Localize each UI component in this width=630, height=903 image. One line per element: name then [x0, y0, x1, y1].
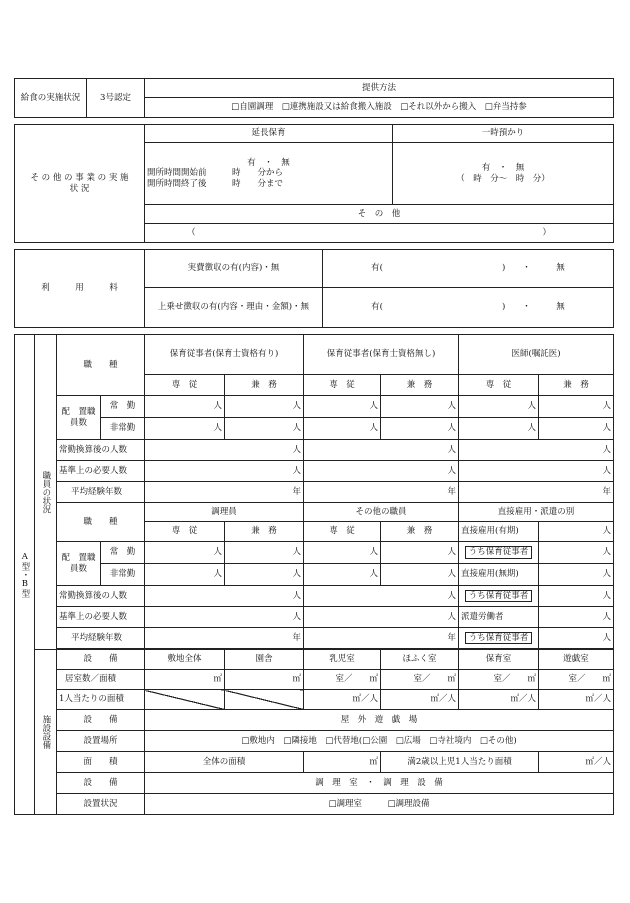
over2-label: 満2歳以上児1人当たり面積	[381, 752, 539, 773]
outdoor-title: 屋 外 遊 戯 場	[145, 710, 614, 731]
senju-4: 専 従	[145, 522, 225, 542]
kijun-label-2: 基準上の必要人数	[57, 607, 145, 628]
jokin-label-2: 常 勤	[101, 542, 145, 564]
col-nursery: 保育室	[459, 650, 539, 670]
per-infant[interactable]: ㎡／人	[304, 690, 381, 710]
location-options[interactable]: □敷地内 □隣接地 □代替地(□公園 □広場 □寺社境内 □その他)	[145, 731, 614, 752]
total-area-value[interactable]: ㎡	[304, 752, 381, 773]
heikin-label-2: 平均経験年数	[57, 628, 145, 649]
kansan-label-1: 常勤換算後の人数	[57, 440, 145, 461]
room-crawl[interactable]: 室／ ㎡	[381, 670, 459, 690]
hijokin-label-1: 非常勤	[101, 418, 145, 440]
kijun-5[interactable]: 人	[304, 607, 459, 628]
cell-a1[interactable]: 人	[145, 396, 225, 418]
ichiji-title: 一時預かり	[393, 125, 614, 143]
uchi-value-2[interactable]: 人	[539, 586, 614, 607]
method-options[interactable]: □自園調理 □連携施設又は給食搬入施設 □それ以外から搬入 □弁当持参	[145, 98, 614, 118]
kansan-5[interactable]: 人	[304, 586, 459, 607]
cell-b2[interactable]: 人	[225, 418, 304, 440]
room-infant[interactable]: 室／ ㎡	[304, 670, 381, 690]
other-projects-label: そ の 他 の 事 業 の 実 施 状 況	[15, 125, 145, 243]
senju-3: 専 従	[459, 375, 539, 396]
group-doctor: 医師(嘱託医)	[459, 335, 614, 375]
heikin-5[interactable]: 年	[304, 628, 459, 649]
group-cook: 調理員	[145, 503, 304, 522]
haichi-label-1: 配 置職員数	[57, 396, 101, 440]
group-hoiku-qualified: 保育従事者(保育士資格有り)	[145, 335, 304, 375]
sonota-input[interactable]	[145, 224, 614, 243]
senju-2: 専 従	[304, 375, 381, 396]
encho-yn[interactable]: 有 ・ 無	[247, 157, 290, 168]
group-other-staff: その他の職員	[304, 503, 459, 522]
encho-title: 延長保育	[145, 125, 393, 143]
senju-5: 専 従	[304, 522, 381, 542]
method-title: 提供方法	[145, 79, 614, 98]
jippi-value[interactable]: 有( ) ・ 無	[323, 250, 614, 288]
haken-label: 派遣労働者	[459, 607, 539, 628]
haichi-label-2: 配 置職員数	[57, 542, 101, 586]
shokushu-label-2: 職 種	[57, 503, 145, 542]
cell-b4[interactable]: 人	[381, 418, 459, 440]
cell-c3[interactable]: 人	[304, 542, 381, 564]
col-site: 敷地全体	[145, 650, 225, 670]
ab-type-label: A型・B型	[15, 335, 35, 815]
uchi-box-2: うち保育従事者	[465, 590, 533, 603]
kenmu-1: 兼 務	[225, 375, 304, 396]
senju-1: 専 従	[145, 375, 225, 396]
per-crawl[interactable]: ㎡／人	[381, 690, 459, 710]
setsubi-label-2: 設 備	[57, 710, 145, 731]
over2-value[interactable]: ㎡／人	[539, 752, 614, 773]
kijun-1[interactable]: 人	[145, 461, 304, 482]
kenmu-5: 兼 務	[381, 522, 459, 542]
haken-value[interactable]: 人	[539, 607, 614, 628]
room-play[interactable]: 室／ ㎡	[539, 670, 614, 690]
fees-label: 利 用 料	[15, 250, 145, 328]
kyushoku-label: 給食の実施状況	[15, 79, 87, 118]
ichiji-yn[interactable]: 有 ・ 無	[481, 162, 525, 173]
kansan-2[interactable]: 人	[304, 440, 459, 461]
area-site[interactable]: ㎡	[145, 670, 225, 690]
kansan-1[interactable]: 人	[145, 440, 304, 461]
kijun-4[interactable]: 人	[145, 607, 304, 628]
cell-b3[interactable]: 人	[304, 418, 381, 440]
per-nursery[interactable]: ㎡／人	[459, 690, 539, 710]
direct-fixed-value[interactable]: 人	[539, 522, 614, 542]
kijun-3[interactable]: 人	[459, 461, 614, 482]
area-building[interactable]: ㎡	[225, 670, 304, 690]
cell-a5[interactable]: 人	[459, 396, 539, 418]
kansan-label-2: 常勤換算後の人数	[57, 586, 145, 607]
uchi-value-1[interactable]: 人	[539, 542, 614, 564]
setsubi-label-3: 設 備	[57, 773, 145, 794]
facility-label: 施設設備	[35, 650, 57, 815]
ichiji-time[interactable]: （ 時 分～ 時 分）	[456, 173, 550, 184]
col-infant: 乳児室	[304, 650, 381, 670]
kyoshitsu-label: 居室数／面積	[57, 670, 145, 690]
kitchen-options[interactable]: □調理室 □調理設備	[145, 794, 614, 815]
uchi-box-3: うち保育従事者	[465, 632, 533, 645]
kansan-3[interactable]: 人	[459, 440, 614, 461]
cell-b5[interactable]: 人	[459, 418, 539, 440]
col-crawl: ほふく室	[381, 650, 459, 670]
direct-open-value[interactable]: 人	[539, 564, 614, 586]
per-person-label: 1人当たりの面積	[57, 690, 145, 710]
heikin-4[interactable]: 年	[145, 628, 304, 649]
setsubi-label-1: 設 備	[57, 650, 145, 670]
cell-c4[interactable]: 人	[381, 542, 459, 564]
diag-building	[225, 690, 304, 710]
hijokin-label-2: 非常勤	[101, 564, 145, 586]
cell-b6[interactable]: 人	[539, 418, 614, 440]
kijun-2[interactable]: 人	[304, 461, 459, 482]
uchi-box-1: うち保育従事者	[465, 546, 533, 559]
cell-a3[interactable]: 人	[304, 396, 381, 418]
kitchen-title: 調 理 室 ・ 調 理 設 備	[145, 773, 614, 794]
uchi-value-3[interactable]: 人	[539, 628, 614, 649]
cell-d3[interactable]: 人	[304, 564, 381, 586]
staff-label: 職員の状況	[35, 335, 57, 650]
cell-d1[interactable]: 人	[145, 564, 225, 586]
menseki-label: 面 積	[57, 752, 145, 773]
per-play[interactable]: ㎡／人	[539, 690, 614, 710]
room-nursery[interactable]: 室／ ㎡	[459, 670, 539, 690]
group-hoiku-unqualified: 保育従事者(保育士資格無し)	[304, 335, 459, 375]
direct-fixed-label: 直接雇用(有期)	[459, 522, 539, 542]
group-employment: 直接雇用・派遣の別	[459, 503, 614, 522]
uchi-label-2	[459, 586, 539, 607]
cell-d4[interactable]: 人	[381, 564, 459, 586]
kansan-4[interactable]: 人	[145, 586, 304, 607]
cell-c1[interactable]: 人	[145, 542, 225, 564]
type-label: 3号認定	[87, 79, 145, 118]
cell-a4[interactable]: 人	[381, 396, 459, 418]
uchi-label-1	[459, 542, 539, 564]
kyushoku-table	[14, 78, 614, 118]
cell-c2[interactable]: 人	[225, 542, 304, 564]
ichiji-cell	[393, 143, 614, 205]
cell-a6[interactable]: 人	[539, 396, 614, 418]
sonota-close: ）	[542, 227, 551, 238]
uwanose-label: 上乗せ徴収の有(内容・理由・金額)・無	[145, 288, 323, 328]
total-area-label: 全体の面積	[145, 752, 304, 773]
jokin-label-1: 常 勤	[101, 396, 145, 418]
other-projects-table	[14, 124, 614, 243]
kenmu-3: 兼 務	[539, 375, 614, 396]
col-building: 園舎	[225, 650, 304, 670]
encho-end[interactable]: 開所時間終了後 時 分まで	[147, 178, 284, 189]
kenmu-4: 兼 務	[225, 522, 304, 542]
form-sheet	[14, 78, 614, 815]
cell-b1[interactable]: 人	[145, 418, 225, 440]
col-play: 遊戯室	[539, 650, 614, 670]
kijun-label-1: 基準上の必要人数	[57, 461, 145, 482]
kenmu-2: 兼 務	[381, 375, 459, 396]
direct-open-label: 直接雇用(無期)	[459, 564, 539, 586]
sonota-open: （	[187, 227, 196, 238]
cell-d2[interactable]: 人	[225, 564, 304, 586]
heikin-1[interactable]: 年	[145, 482, 304, 503]
shokushu-label-1: 職 種	[57, 335, 145, 396]
heikin-3[interactable]: 年	[459, 482, 614, 503]
diag-site	[145, 690, 225, 710]
sonota-title: そ の 他	[145, 205, 614, 224]
ab-table	[14, 334, 614, 815]
status-label: 設置状況	[57, 794, 145, 815]
encho-cell	[145, 143, 393, 205]
cell-a2[interactable]: 人	[225, 396, 304, 418]
fees-table	[14, 249, 614, 328]
location-label: 設置場所	[57, 731, 145, 752]
uchi-label-3	[459, 628, 539, 649]
heikin-label-1: 平均経験年数	[57, 482, 145, 503]
jippi-label: 実費徴収の有(内容)・無	[145, 250, 323, 288]
heikin-2[interactable]: 年	[304, 482, 459, 503]
encho-start[interactable]: 開所時間開始前 時 分から	[147, 168, 284, 179]
uwanose-value[interactable]: 有( ) ・ 無	[323, 288, 614, 328]
